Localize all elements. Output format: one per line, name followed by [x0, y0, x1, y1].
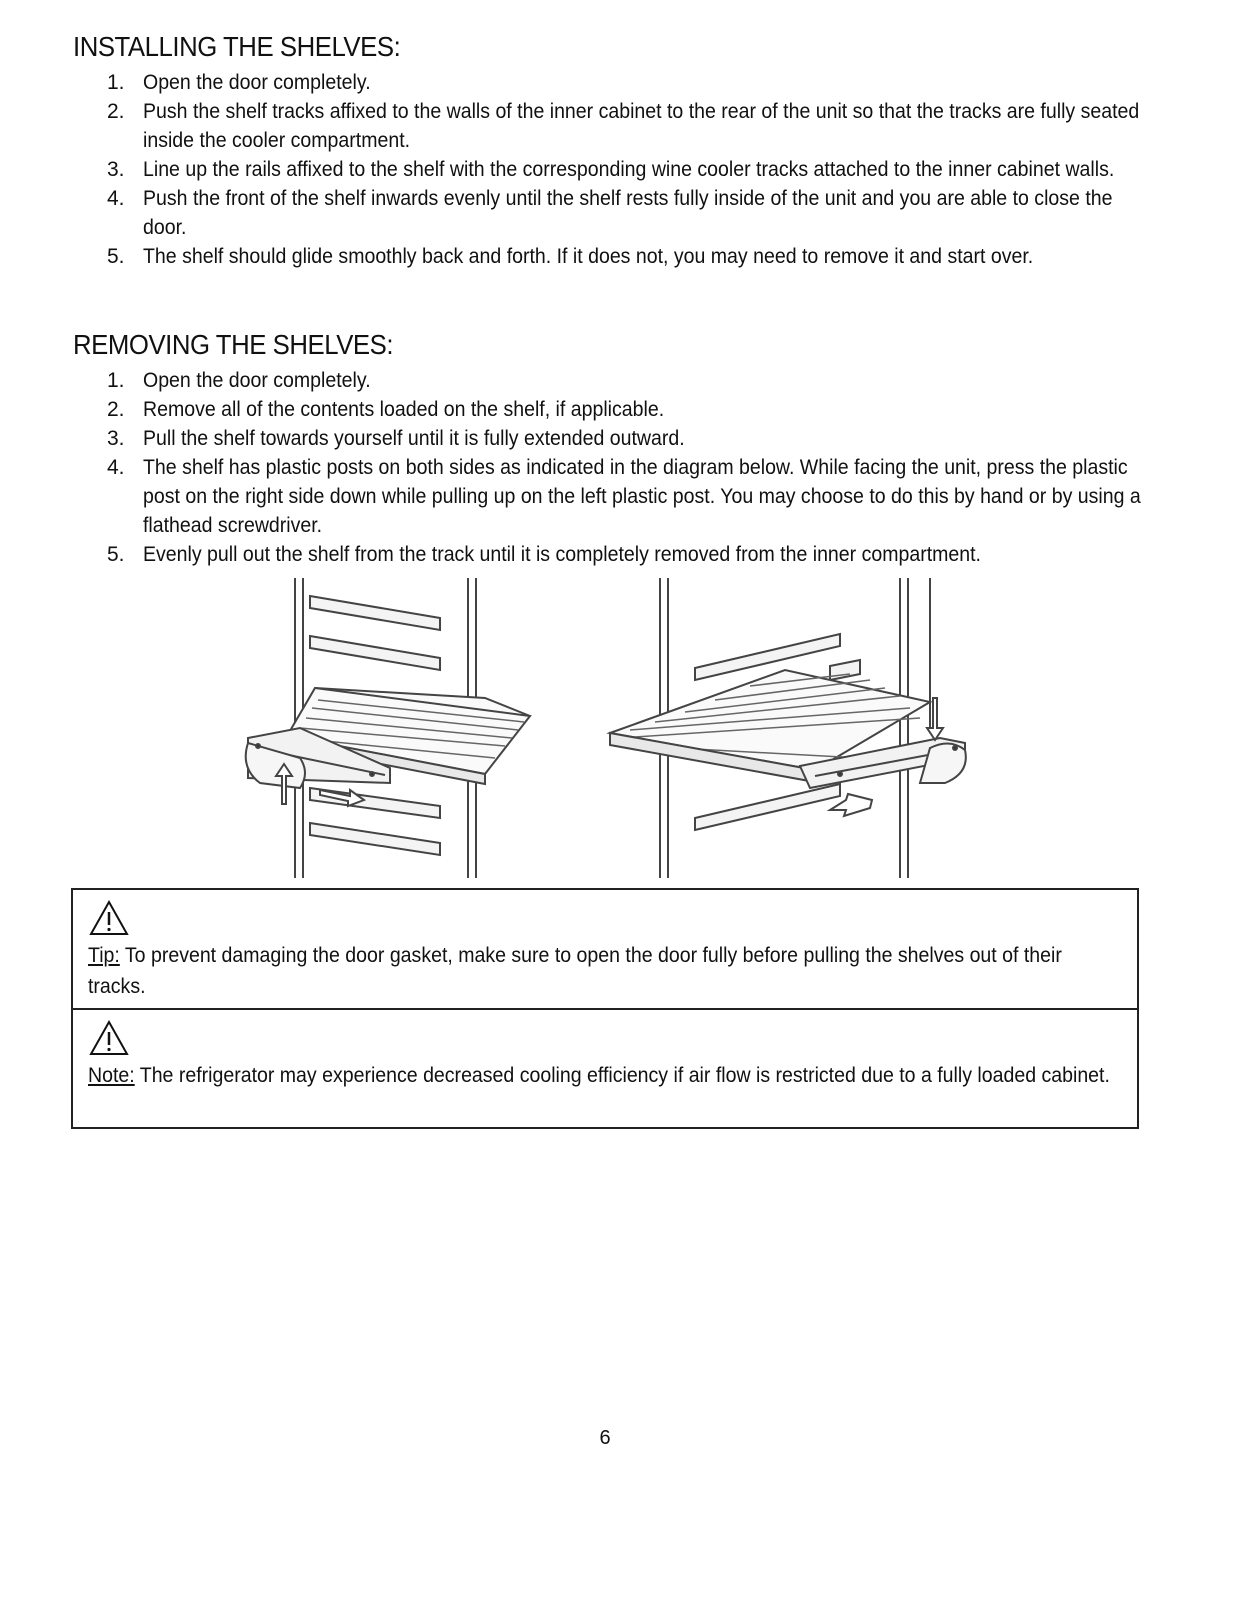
list-item — [107, 68, 1167, 97]
page-number: 6 — [599, 1427, 611, 1449]
list-item — [107, 424, 1167, 453]
removing-heading: REMOVING THE SHELVES: — [73, 329, 394, 360]
step-text: Evenly pull out the shelf from the track until it is completely removed from the inner compartment. — [143, 543, 981, 566]
warning-triangle-icon — [89, 900, 129, 936]
removing-steps — [107, 366, 1167, 569]
list-item — [107, 184, 1167, 242]
right-shelf-illustration — [600, 578, 980, 878]
step-number: 2. — [107, 398, 125, 421]
list-item — [107, 540, 1167, 569]
step-number: 3. — [107, 158, 125, 181]
note-text — [88, 1060, 1111, 1091]
list-item — [107, 366, 1167, 395]
list-item — [107, 242, 1167, 271]
step-number: 5. — [107, 245, 125, 268]
tip-label: Tip: — [88, 944, 120, 967]
step-number: 5. — [107, 543, 125, 566]
note-label: Note: — [88, 1064, 135, 1087]
step-number: 1. — [107, 369, 125, 392]
step-text: Open the door completely. — [143, 369, 371, 392]
left-shelf-illustration — [240, 578, 540, 878]
step-text: Open the door completely. — [143, 71, 371, 94]
list-item — [107, 395, 1167, 424]
list-item — [107, 97, 1167, 155]
list-item — [107, 155, 1167, 184]
warning-triangle-icon — [89, 1020, 129, 1056]
installing-steps — [107, 68, 1167, 271]
tip-body: To prevent damaging the door gasket, make sure to open the door fully before pulling the shelves out of their tracks. — [88, 944, 1062, 998]
step-text: Line up the rails affixed to the shelf with the corresponding wine cooler tracks attached to the inner cabinet walls. — [143, 158, 1115, 181]
step-number: 3. — [107, 427, 125, 450]
tip-text — [88, 940, 1111, 1002]
note-body: The refrigerator may experience decreased cooling efficiency if air flow is restricted due to a fully loaded cabinet. — [134, 1064, 1110, 1087]
step-text: The shelf should glide smoothly back and forth. If it does not, you may need to remove it and start over. — [143, 245, 1034, 268]
step-text: Push the front of the shelf inwards evenly until the shelf rests fully inside of the unit and you are able to close the door. — [143, 187, 1113, 239]
step-number: 2. — [107, 100, 125, 123]
list-item — [107, 453, 1167, 540]
shelf-removal-diagram — [240, 578, 980, 878]
step-text: Pull the shelf towards yourself until it is fully extended outward. — [143, 427, 685, 450]
step-number: 1. — [107, 71, 125, 94]
step-text: Remove all of the contents loaded on the shelf, if applicable. — [143, 398, 665, 421]
installing-heading: INSTALLING THE SHELVES: — [73, 31, 401, 62]
step-text: Push the shelf tracks affixed to the walls of the inner cabinet to the rear of the unit so that the tracks are fully seated inside the cooler compartment. — [143, 100, 1140, 152]
tip-box — [71, 888, 1139, 1010]
step-number: 4. — [107, 456, 125, 479]
step-text: The shelf has plastic posts on both sides as indicated in the diagram below. While facing the unit, press the plastic post on the right side down while pulling up on the left plastic post. You may choose to do this by hand or by using a flathead screwdriver. — [143, 456, 1141, 537]
note-box — [71, 1008, 1139, 1129]
step-number: 4. — [107, 187, 125, 210]
